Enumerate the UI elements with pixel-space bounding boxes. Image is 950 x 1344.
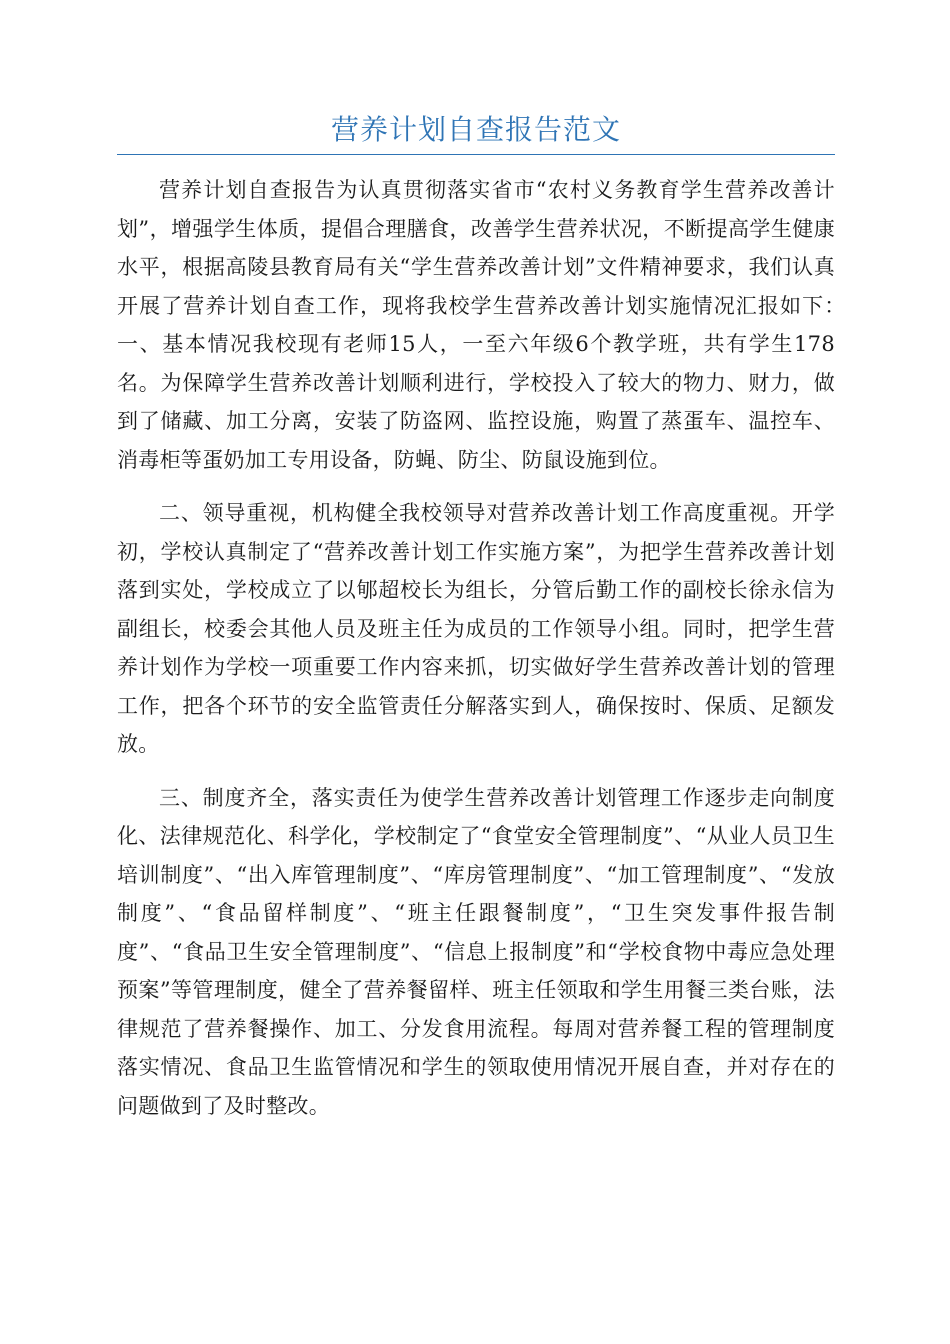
paragraph-leadership: 二、领导重视，机构健全我校领导对营养改善计划工作高度重视。开学初，学校认真制定了“营养改善计划工作实施方案”，为把学生营养改善计划落到实处，学校成立了以郇超校长为组长，分管后勤工作的副校长徐永信为副组长，校委会其他人员及班主任为成员的工作领导小组。同时，把学生营养计划作为学校一项重要工作内容来抓，切实做好学生营养改善计划的管理工作，把各个环节的安全监管责任分解落实到人，确保按时、保质、足额发放。 <box>117 501 835 756</box>
document-body <box>117 171 878 1140</box>
document-title: 营养计划自查报告范文 <box>330 113 621 146</box>
paragraph-basic-info: 营养计划自查报告为认真贯彻落实省市“农村义务教育学生营养改善计划”，增强学生体质，提倡合理膳食，改善学生营养状况，不断提高学生健康水平，根据高陵县教育局有关“学生营养改善计划”文件精神要求，我们认真开展了营养计划自查工作，现将我校学生营养改善计划实施情况汇报如下： 一、基本情况我校现有老师15人，一至六年级6个教学班，共有学生178名。为保障学生营养改善计划顺利进行，学校投入了较大的物力、财力，做到了储藏、加工分离，安装了防盗网、监控设施，购置了蒸蛋车、温控车、消毒柜等蛋奶加工专用设备，防蝇、防尘、防鼠设施到位。 <box>117 178 878 472</box>
paragraph-regulations: 三、制度齐全，落实责任为使学生营养改善计划管理工作逐步走向制度化、法律规范化、科学化，学校制定了“食堂安全管理制度”、“从业人员卫生培训制度”、“出入库管理制度”、“库房管理制度”、“加工管理制度”、“发放制度”、“食品留样制度”、“班主任跟餐制度”，“卫生突发事件报告制度”、“食品卫生安全管理制度”、“信息上报制度”和“学校食物中毒应急处理预案”等管理制度，健全了营养餐留样、班主任领取和学生用餐三类台账，法律规范了营养餐操作、加工、分发食用流程。每周对营养餐工程的管理制度落实情况、食品卫生监管情况和学生的领取使用情况开展自查，并对存在的问题做到了及时整改。 <box>117 785 835 1118</box>
title-underline <box>117 154 835 155</box>
